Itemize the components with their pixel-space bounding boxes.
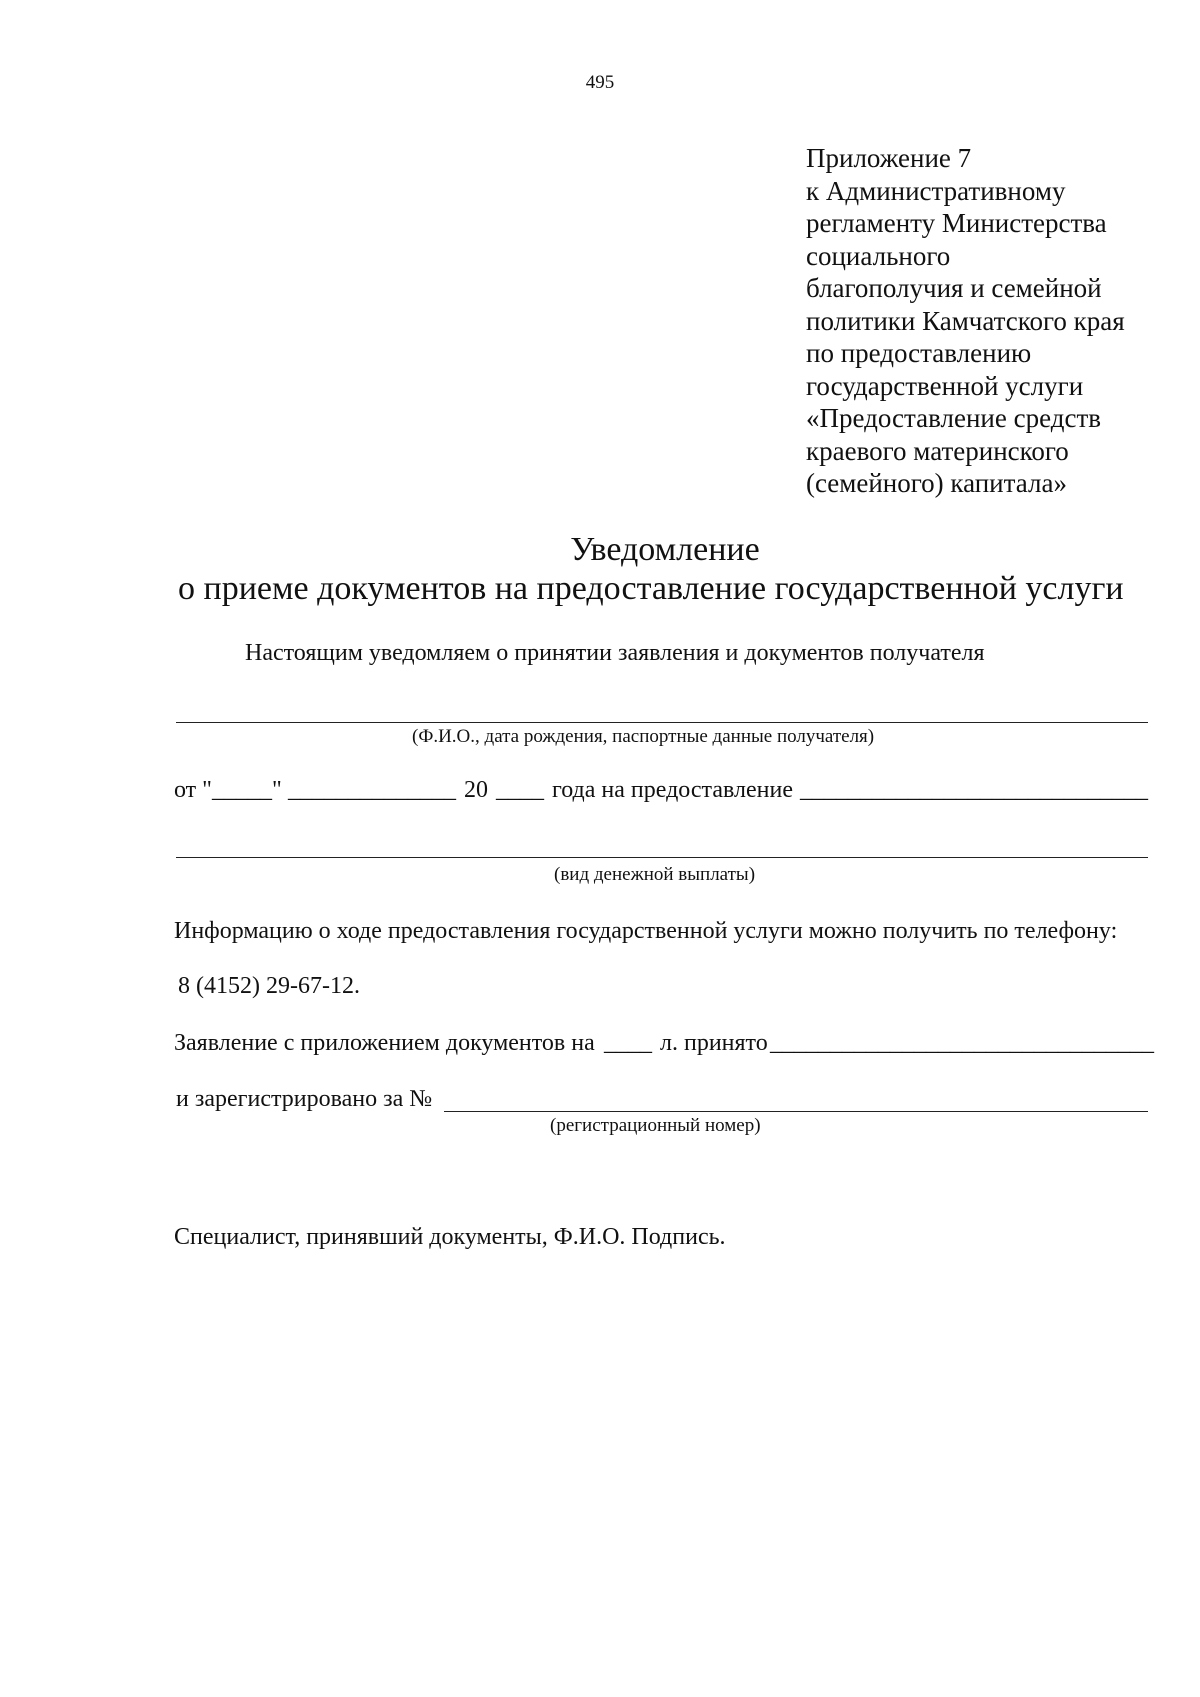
appendix-line: (семейного) капитала» [806, 468, 1067, 498]
registration-caption: (регистрационный номер) [550, 1115, 761, 1136]
fio-blank-line [176, 722, 1148, 723]
appendix-line: благополучия и семейной [806, 273, 1102, 303]
appendix-line: регламенту Министерства [806, 208, 1107, 238]
appendix-line: по предоставлению [806, 338, 1032, 368]
appendix-line: краевого материнского [806, 435, 1069, 466]
date-line-purpose: года на предоставление [552, 777, 793, 803]
payment-caption: (вид денежной выплаты) [554, 864, 756, 885]
appendix-line: государственной услуги [806, 370, 1084, 401]
fio-caption: (Ф.И.О., дата рождения, паспортные данные получателя) [412, 726, 875, 747]
page-number: 495 [585, 72, 615, 93]
appendix-line: к Административному [806, 175, 1066, 206]
accepted-signature-blank: ________________________________ [770, 1030, 1154, 1056]
date-line-blank: ______________ [288, 777, 456, 803]
appendix-line: политики Камчатского края [806, 305, 1125, 336]
appendix-line: Приложение 7 [806, 143, 972, 173]
accepted-suffix: л. принято [660, 1030, 768, 1056]
phone-number: 8 (4152) 29-67-12. [178, 973, 360, 999]
document-title: Уведомление [570, 531, 760, 568]
appendix-line: «Предоставление средств [806, 403, 1101, 433]
date-line-year-blank: ____ [496, 777, 544, 803]
date-line-purpose-blank: _____________________________ [800, 777, 1148, 803]
accepted-pages-blank: ____ [604, 1030, 652, 1056]
appendix-block [806, 142, 1125, 500]
info-text: Информацию о ходе предоставления государственной услуги можно получить по телефону: [174, 918, 1118, 944]
registered-prefix: и зарегистрировано за № [176, 1086, 433, 1112]
date-line-year: 20 [464, 777, 488, 803]
registration-number-line [444, 1111, 1148, 1112]
intro-text: Настоящим уведомляем о принятии заявления и документов получателя [245, 640, 985, 666]
appendix-line: социального [806, 240, 951, 271]
specialist-text: Специалист, принявший документы, Ф.И.О. Подпись. [174, 1224, 726, 1250]
accepted-prefix: Заявление с приложением документов на [174, 1030, 595, 1056]
document-subtitle: о приеме документов на предоставление государственной услуги [178, 570, 1124, 607]
date-line-prefix: от "_____" [174, 777, 282, 803]
payment-blank-line [176, 857, 1148, 858]
